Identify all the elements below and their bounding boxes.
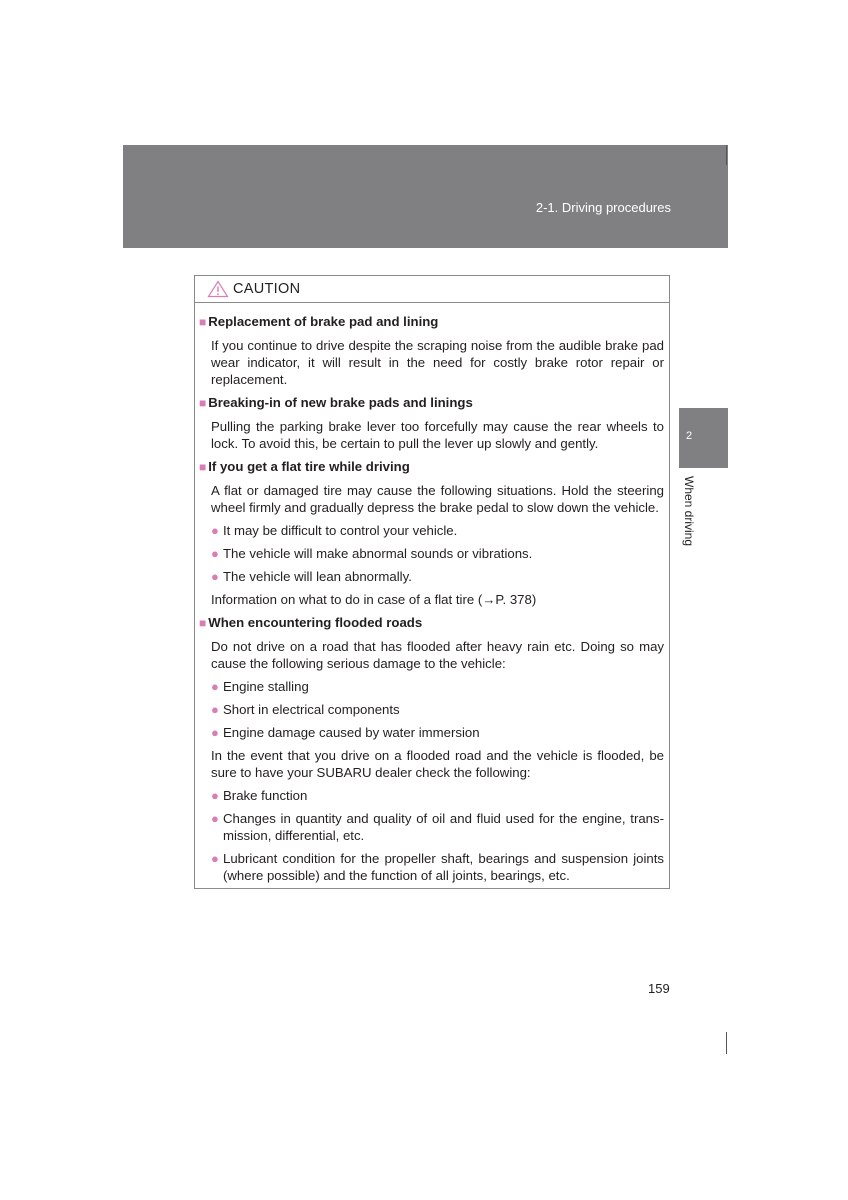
- page-number: 159: [648, 981, 670, 996]
- section-heading: [199, 313, 664, 331]
- list-item-text: Engine stalling: [223, 679, 309, 694]
- list-item-text: It may be difficult to control your vehicle.: [223, 523, 458, 538]
- crop-mark-bottom: [726, 1032, 727, 1054]
- list-item-text: Lubricant condition for the propeller shaft, bearings and suspension joints (where possible) and the function of all joints, bearings, etc.: [223, 851, 664, 883]
- paragraph: In the event that you drive on a flooded road and the vehicle is flooded, be sure to have your SUBARU dealer check the following:: [211, 748, 664, 780]
- square-bullet-icon: ■: [199, 460, 207, 474]
- paragraph: Do not drive on a road that has flooded after heavy rain etc. Doing so may cause the following serious damage to the vehicle:: [211, 639, 664, 671]
- paragraph: Pulling the parking brake lever too forcefully may cause the rear wheels to lock. To avoid this, be certain to pull the lever up slowly and gently.: [211, 419, 664, 451]
- section-heading-text: When encountering flooded roads: [208, 615, 423, 630]
- list-item: [211, 678, 664, 695]
- chapter-label: When driving: [682, 476, 696, 547]
- square-bullet-icon: ■: [199, 396, 207, 410]
- section-heading: [199, 614, 664, 632]
- paragraph: If you continue to drive despite the scraping noise from the audible brake pad wear indicator, it will result in the need for costly brake rotor repair or replacement.: [211, 338, 664, 387]
- dot-bullet-icon: ●: [211, 788, 219, 803]
- dot-bullet-icon: ●: [211, 679, 219, 694]
- section-heading-text: If you get a flat tire while driving: [208, 459, 410, 474]
- list-item: [211, 545, 664, 562]
- dot-bullet-icon: ●: [211, 702, 219, 717]
- list-item: [211, 724, 664, 741]
- section-heading: [199, 458, 664, 476]
- crop-mark-top: [726, 145, 727, 165]
- caution-box: [194, 275, 670, 889]
- section-heading: [199, 394, 664, 412]
- chapter-number: 2: [686, 430, 693, 442]
- list-item: [211, 701, 664, 718]
- list-item: [211, 810, 664, 844]
- list-item-text: The vehicle will lean abnormally.: [223, 569, 412, 584]
- chapter-tab: [679, 408, 728, 468]
- square-bullet-icon: ■: [199, 616, 207, 630]
- square-bullet-icon: ■: [199, 315, 207, 329]
- caution-body: [195, 303, 669, 884]
- paragraph: A flat or damaged tire may cause the following situations. Hold the steering wheel firmly and gradually depress the brake pedal to slow down the vehicle.: [211, 483, 664, 515]
- list-item-text: Brake function: [223, 788, 308, 803]
- dot-bullet-icon: ●: [211, 811, 219, 826]
- list-item: [211, 787, 664, 804]
- list-item: [211, 568, 664, 585]
- list-item: [211, 522, 664, 539]
- dot-bullet-icon: ●: [211, 523, 219, 538]
- warning-triangle-icon: [207, 280, 229, 298]
- caution-header: [195, 276, 669, 303]
- dot-bullet-icon: ●: [211, 569, 219, 584]
- caution-label: CAUTION: [233, 281, 301, 297]
- list-item: [211, 850, 664, 884]
- header-band: [123, 145, 728, 248]
- section-heading-text: Replacement of brake pad and lining: [208, 314, 439, 329]
- dot-bullet-icon: ●: [211, 546, 219, 561]
- paragraph: Information on what to do in case of a flat tire (→P. 378): [211, 592, 537, 607]
- dot-bullet-icon: ●: [211, 851, 219, 866]
- section-heading-text: Breaking-in of new brake pads and linings: [208, 395, 473, 410]
- list-item-text: Engine damage caused by water immersion: [223, 725, 480, 740]
- list-item-text: Changes in quantity and quality of oil and fluid used for the engine, trans-mission, differential, etc.: [223, 811, 664, 843]
- section-title: 2-1. Driving procedures: [535, 200, 671, 215]
- dot-bullet-icon: ●: [211, 725, 219, 740]
- list-item-text: Short in electrical components: [223, 702, 400, 717]
- list-item-text: The vehicle will make abnormal sounds or vibrations.: [223, 546, 533, 561]
